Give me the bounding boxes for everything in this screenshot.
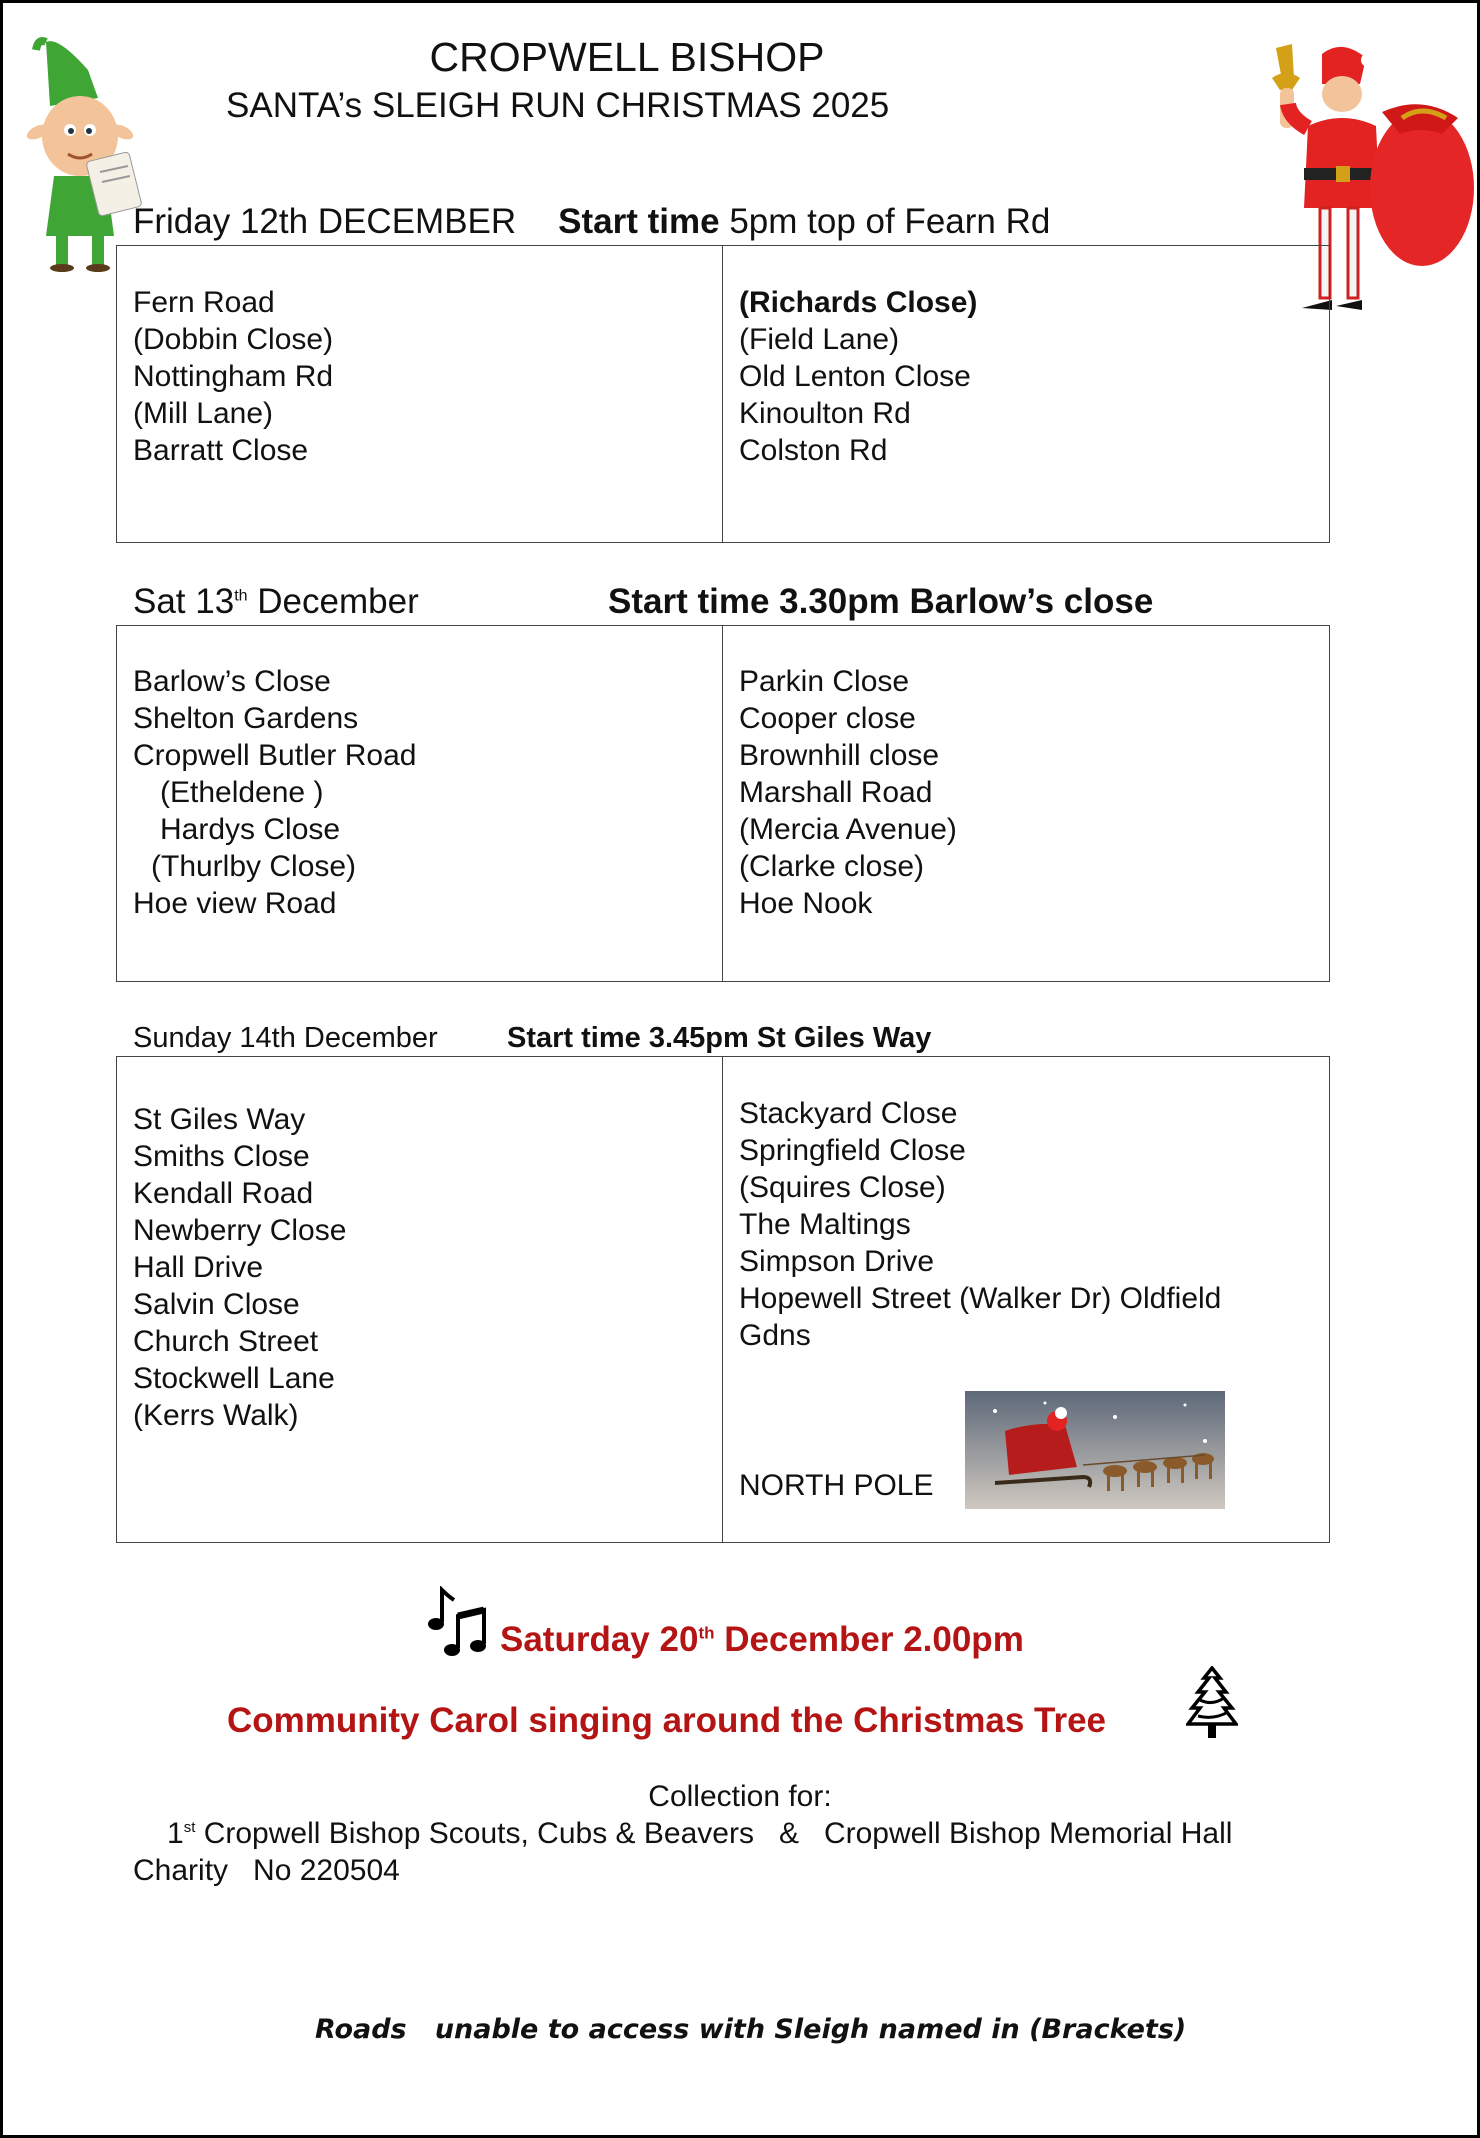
road-item: (Thurlby Close): [151, 850, 357, 883]
sunday-route-table: [116, 1056, 1330, 1543]
road-item: Kendall Road: [133, 1177, 314, 1210]
road-item: (Clarke close): [739, 850, 925, 883]
road-item: Newberry Close: [133, 1214, 347, 1247]
road-item: Smiths Close: [133, 1140, 310, 1173]
road-item: (Mill Lane): [133, 397, 274, 430]
road-item: Nottingham Rd: [133, 360, 334, 393]
road-item: (Mercia Avenue): [739, 813, 957, 846]
road-item: Barratt Close: [133, 434, 309, 467]
road-item: Shelton Gardens: [133, 702, 359, 735]
charity-number: Charity No 220504: [133, 1854, 400, 1887]
road-item: Kinoulton Rd: [739, 397, 911, 430]
music-notes-icon: [426, 1586, 488, 1658]
road-item: Stackyard Close: [739, 1097, 958, 1130]
page-title: CROPWELL BISHOP: [429, 34, 825, 80]
road-item: (Squires Close): [739, 1171, 946, 1204]
road-item: Simpson Drive: [739, 1245, 935, 1278]
road-item: Brownhill close: [739, 739, 940, 772]
friday-right-column: [739, 284, 977, 469]
road-item: (Dobbin Close): [133, 323, 334, 356]
north-pole-label: NORTH POLE: [739, 1469, 934, 1502]
friday-route-table: [116, 245, 1330, 543]
road-item: Hardys Close: [160, 813, 341, 846]
road-item: (Etheldene ): [160, 776, 324, 809]
collection-heading: Collection for:: [648, 1780, 832, 1813]
carol-date: Saturday 20th December 2.00pm: [500, 1620, 1024, 1659]
saturday-right-column: [739, 663, 957, 922]
table-divider: [722, 626, 723, 981]
road-item: Fern Road: [133, 286, 275, 319]
friday-left-column: [133, 284, 333, 469]
table-divider: [722, 246, 723, 542]
sunday-right-column: [739, 1095, 1221, 1354]
page-subtitle: SANTA’s SLEIGH RUN CHRISTMAS 2025: [226, 86, 890, 125]
road-item: The Maltings: [739, 1208, 911, 1241]
road-item: (Field Lane): [739, 323, 900, 356]
christmas-tree-icon: [1186, 1666, 1238, 1742]
saturday-route-table: [116, 625, 1330, 982]
road-item: Cooper close: [739, 702, 916, 735]
road-item: Stockwell Lane: [133, 1362, 335, 1395]
friday-heading: [133, 202, 1050, 242]
saturday-start: Start time 3.30pm Barlow’s close: [608, 582, 1154, 621]
collection-beneficiaries: 1st Cropwell Bishop Scouts, Cubs & Beavers & Cropwell Bishop Memorial Hall: [167, 1817, 1233, 1850]
road-item: Old Lenton Close: [739, 360, 971, 393]
road-item: St Giles Way: [133, 1103, 306, 1136]
saturday-left-column: [133, 663, 416, 922]
road-item: Springfield Close: [739, 1134, 966, 1167]
sunday-left-column: [133, 1101, 346, 1434]
road-item: Cropwell Butler Road: [133, 739, 417, 772]
saturday-heading: [133, 582, 419, 622]
road-item: Marshall Road: [739, 776, 933, 809]
road-item: Parkin Close: [739, 665, 910, 698]
sleigh-icon: [965, 1391, 1225, 1509]
road-item: Salvin Close: [133, 1288, 300, 1321]
road-item: Hall Drive: [133, 1251, 264, 1284]
sunday-start: Start time 3.45pm St Giles Way: [507, 1022, 932, 1054]
saturday-day: Sat 13th December: [133, 582, 419, 621]
road-item: Gdns: [739, 1319, 811, 1352]
road-item: Hoe view Road: [133, 887, 337, 920]
road-item: (Kerrs Walk): [133, 1399, 299, 1432]
friday-start-label: Start time: [558, 202, 720, 241]
sunday-day: Sunday 14th December: [133, 1022, 438, 1054]
brackets-footnote: Roads unable to access with Sleigh named in (Brackets): [315, 2014, 1187, 2045]
road-item: Hopewell Street (Walker Dr) Oldfield: [739, 1282, 1222, 1315]
road-item: Barlow’s Close: [133, 665, 331, 698]
table-divider: [722, 1057, 723, 1542]
friday-start-detail: 5pm top of Fearn Rd: [719, 202, 1051, 241]
road-item: (Richards Close): [739, 286, 978, 319]
carol-event: Community Carol singing around the Christmas Tree: [227, 1701, 1107, 1740]
friday-day: Friday 12th DECEMBER: [133, 202, 517, 241]
road-item: Colston Rd: [739, 434, 888, 467]
road-item: Hoe Nook: [739, 887, 873, 920]
road-item: Church Street: [133, 1325, 319, 1358]
